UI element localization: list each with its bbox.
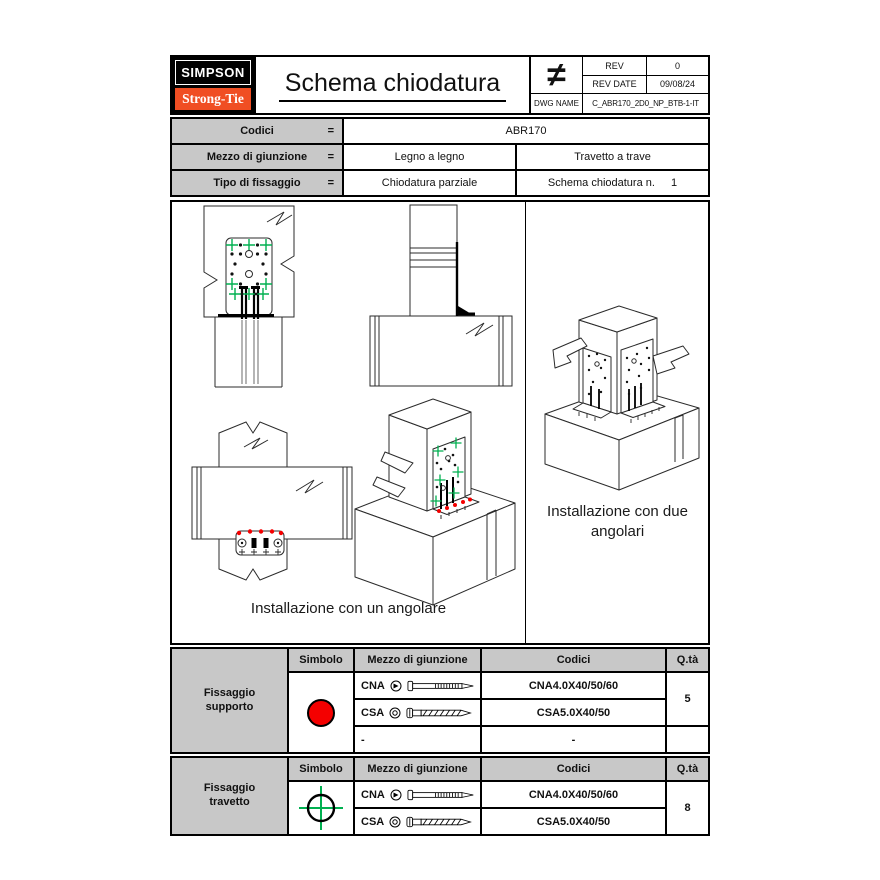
panel-one-angolare (172, 202, 526, 643)
col-header-codici: Codici (482, 649, 665, 671)
caption-due-angolari: Installazione con due angolari (547, 503, 688, 540)
info-value-mezzo-1: Legno a legno (344, 145, 515, 169)
travetto-qty: 8 (667, 782, 708, 834)
info-value-fissaggio-1: Chiodatura parziale (344, 171, 515, 195)
info-label-fissaggio: Tipo di fissaggio = (172, 171, 342, 195)
row-cna-code: CNA4.0X40/50/60 (482, 782, 665, 807)
col-header-mezzo: Mezzo di giunzione (355, 758, 480, 780)
travetto-symbol-cell (289, 782, 353, 834)
csa-head-icon (389, 816, 401, 828)
col-header-simbolo: Simbolo (289, 758, 353, 780)
row-cna-mezzo: CNA (355, 673, 480, 698)
cna-head-icon (390, 789, 402, 801)
logo-simpson-text: SIMPSON (175, 60, 251, 85)
panel-due-angolari (527, 202, 708, 643)
rev-label: REV (583, 57, 647, 76)
front-view-drawing (182, 202, 337, 397)
row-dash-code: - (482, 727, 665, 752)
fixing-table-travetto (170, 756, 710, 836)
rev-value: 0 (647, 57, 708, 76)
info-label-codici: Codici = (172, 119, 342, 143)
supporto-symbol-cell (289, 673, 353, 752)
info-label-mezzo: Mezzo di giunzione = (172, 145, 342, 169)
equals-sign: = (327, 151, 334, 163)
csa-screw-icon (406, 706, 478, 720)
not-equal-brand-icon: ≠ (531, 57, 583, 94)
side-view-drawing (362, 202, 522, 397)
table-title-travetto: Fissaggio travetto (172, 758, 287, 834)
info-value-mezzo-2: Travetto a trave (517, 145, 708, 169)
row-cna-mezzo: CNA (355, 782, 480, 807)
row-csa-code: CSA5.0X40/50 (482, 700, 665, 725)
page-title: Schema chiodatura (279, 69, 506, 102)
csa-head-icon (389, 707, 401, 719)
logo-strongtie-text: Strong-Tie ® (175, 88, 251, 111)
row-dash-mezzo: - (355, 727, 480, 752)
cna-nail-icon (407, 788, 479, 802)
col-header-simbolo: Simbolo (289, 649, 353, 671)
col-header-codici: Codici (482, 758, 665, 780)
schema-number: 1 (670, 177, 678, 189)
row-csa-mezzo: CSA (355, 809, 480, 834)
drawing-area (170, 200, 710, 645)
caption-one-angolare: Installazione con un angolare (250, 600, 447, 617)
info-table (170, 117, 710, 197)
col-header-qty: Q.tà (667, 649, 708, 671)
row-cna-code: CNA4.0X40/50/60 (482, 673, 665, 698)
info-value-fissaggio-2: Schema chiodatura n. 1 (517, 171, 708, 195)
col-header-qty: Q.tà (667, 758, 708, 780)
iso-due-angolari-drawing (531, 294, 709, 494)
equals-sign: = (327, 125, 334, 137)
row-csa-mezzo: CSA (355, 700, 480, 725)
registered-mark: ® (246, 106, 250, 111)
col-header-mezzo: Mezzo di giunzione (355, 649, 480, 671)
green-crosshair-icon (298, 785, 344, 831)
revision-block (531, 57, 708, 113)
sheet-title-cell (256, 57, 531, 113)
table-title-supporto: Fissaggio supporto (172, 649, 287, 752)
rev-date-value: 09/08/24 (647, 76, 708, 95)
title-block (170, 55, 710, 115)
info-value-codici: ABR170 (344, 119, 708, 143)
supporto-qty-empty (667, 727, 708, 752)
simpson-strongtie-logo (172, 57, 256, 113)
equals-sign: = (327, 177, 334, 189)
cna-nail-icon (407, 679, 479, 693)
cna-head-icon (390, 680, 402, 692)
drawing-sheet (170, 55, 710, 837)
dwg-name-value: C_ABR170_2D0_NP_BTB-1-IT (592, 99, 699, 109)
supporto-qty: 5 (667, 673, 708, 725)
row-csa-code: CSA5.0X40/50 (482, 809, 665, 834)
top-view-drawing (184, 417, 359, 587)
csa-screw-icon (406, 815, 478, 829)
rev-date-label: REV DATE (583, 76, 647, 95)
dwg-name-label: DWG NAME (531, 94, 583, 113)
red-circle-icon (304, 696, 338, 730)
fixing-table-supporto (170, 647, 710, 754)
iso-one-angolare-drawing (337, 397, 537, 612)
